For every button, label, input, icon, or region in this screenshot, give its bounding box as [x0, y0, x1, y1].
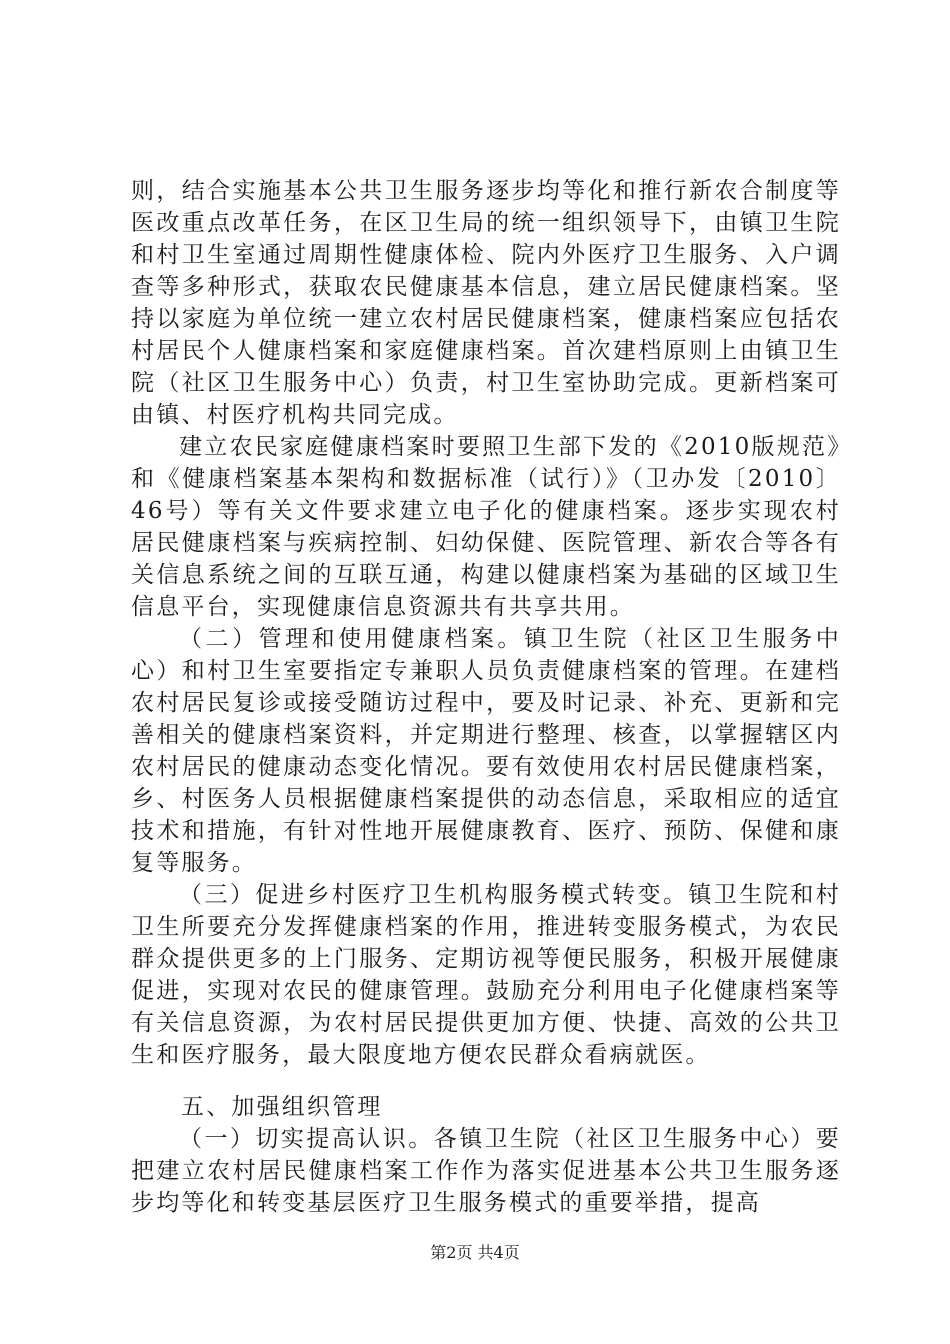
paragraph-raise-awareness: （一）切实提高认识。各镇卫生院（社区卫生服务中心）要把建立农村居民健康档案工作作为落实促进基本公共卫生服务逐步均等化和转变基层医疗卫生服务模式的重要举措，提高: [131, 1126, 841, 1216]
paragraph-continuation: 则，结合实施基本公共卫生服务逐步均等化和推行新农合制度等医改重点改革任务，在区卫生局的统一组织领导下，由镇卫生院和村卫生室通过周期性健康体检、院内外医疗卫生服务、入户调查等多种形式，获取农民健康基本信息，建立居民健康档案。坚持以家庭为单位统一建立农村居民健康档案，健康档案应包括农村居民个人健康档案和家庭健康档案。首次建档原则上由镇卫生院（社区卫生服务中心）负责，村卫生室协助完成。更新档案可由镇、村医疗机构共同完成。: [131, 178, 841, 428]
paragraph-electronic-records: 建立农民家庭健康档案时要照卫生部下发的《2010版规范》和《健康档案基本架构和数据标准（试行）》（卫办发〔2010〕46号）等有关文件要求建立电子化的健康档案。逐步实现农村居民健康档案与疾病控制、妇幼保健、医院管理、新农合等各有关信息系统之间的互联互通，构建以健康档案为基础的区域卫生信息平台，实现健康信息资源共有共享共用。: [131, 434, 841, 620]
paragraph-management-usage: （二）管理和使用健康档案。镇卫生院（社区卫生服务中心）和村卫生室要指定专兼职人员负责健康档案的管理。在建档农村居民复诊或接受随访过程中，要及时记录、补充、更新和完善相关的健康档案资料，并定期进行整理、核查，以掌握辖区内农村居民的健康动态变化情况。要有效使用农村居民健康档案，乡、村医务人员根据健康档案提供的动态信息，采取相应的适宜技术和措施，有针对性地开展健康教育、医疗、预防、保健和康复等服务。: [131, 626, 841, 876]
paragraph-service-model: （三）促进乡村医疗卫生机构服务模式转变。镇卫生院和村卫生所要充分发挥健康档案的作用，推进转变服务模式，为农民群众提供更多的上门服务、定期访视等便民服务，积极开展健康促进，实现对农民的健康管理。鼓励充分利用电子化健康档案等有关信息资源，为农村居民提供更加方便、快捷、高效的公共卫生和医疗服务，最大限度地方便农民群众看病就医。: [131, 882, 841, 1068]
section-heading: 五、加强组织管理: [181, 1094, 383, 1120]
page-footer: 第2页 共4页: [430, 1243, 520, 1262]
document-body: [131, 175, 841, 1219]
